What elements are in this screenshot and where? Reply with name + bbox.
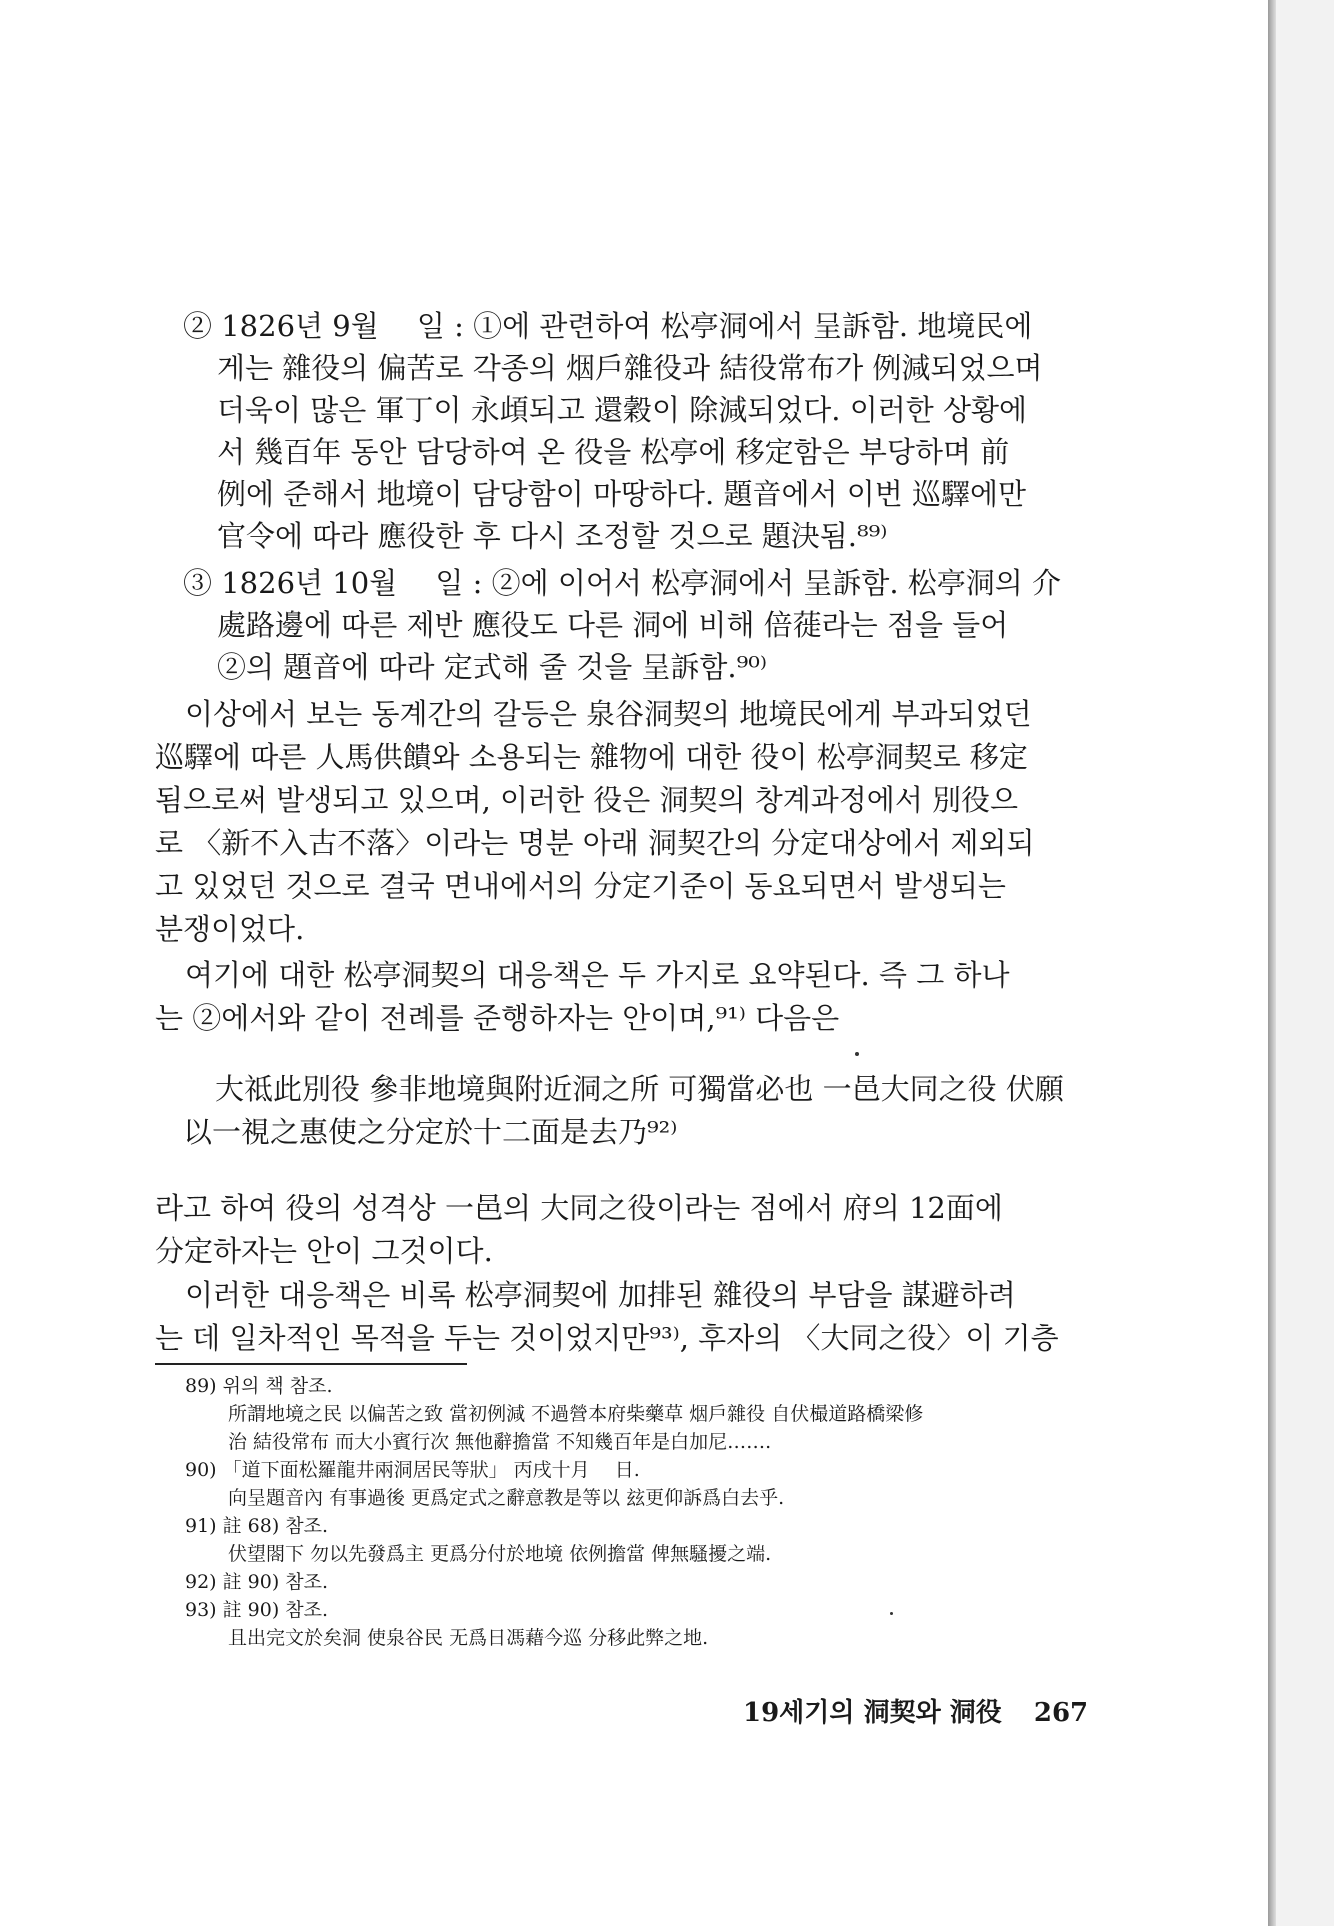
footnote-reference: 註 90) 참조. (222, 1599, 329, 1621)
text-line: 서 幾百年 동안 담당하여 온 役을 松亭에 移定함은 부당하며 前 (217, 435, 1010, 469)
footnote-reference: 註 90) 참조. (222, 1571, 329, 1593)
footnote-number: 89) (185, 1375, 217, 1397)
text-line: 더욱이 많은 軍丁이 永頉되고 還穀이 除減되었다. 이러한 상황에 (217, 393, 1027, 427)
text-line: 게는 雜役의 偏苦로 각종의 烟戶雜役과 結役常布가 例減되었으며 (217, 351, 1043, 385)
text-line: 는 데 일차적인 목적을 두는 것이었지만⁹³⁾, 후자의 〈大同之役〉이 기층 (155, 1321, 1059, 1355)
text-line: ② 1826년 9월 일 : ①에 관련하여 松亭洞에서 呈訴함. 地境民에 (183, 309, 1033, 343)
text-line: ②의 題音에 따라 定式해 줄 것을 呈訴함.⁹⁰⁾ (217, 650, 768, 684)
viewer-margin (1276, 0, 1334, 1926)
footnote-text: 伏望閤下 勿以先發爲主 更爲分付於地境 依例擔當 俾無騷擾之端. (228, 1543, 772, 1565)
quote-line: 以一視之惠使之分定於十二面是去乃⁹²⁾ (183, 1115, 678, 1149)
footnote-number: 92) (185, 1571, 217, 1593)
footnote-separator (155, 1363, 467, 1365)
running-title: 19세기의 洞契와 洞役 (743, 1698, 1002, 1728)
text-line: 處路邊에 따른 제반 應役도 다른 洞에 비해 倍蓰라는 점을 들어 (217, 608, 1009, 642)
text-line: 됨으로써 발생되고 있으며, 이러한 役은 洞契의 창계과정에서 別役으 (155, 783, 1019, 817)
quote-line: 大祗此別役 參非地境與附近洞之所 可獨當必也 一邑大同之役 伏願 (215, 1072, 1064, 1106)
footnote-text: 所謂地境之民 以偏苦之致 當初例減 不過營本府柴藥草 烟戶雜役 自伏樶道路橋梁修 (228, 1403, 924, 1425)
footnote-text: 向呈題音內 有事過後 更爲定式之辭意教是等以 玆更仰訴爲白去乎. (228, 1487, 785, 1509)
page-edge-shadow (1268, 0, 1276, 1926)
text-line: ③ 1826년 10월 일 : ②에 이어서 松亭洞에서 呈訴함. 松亭洞의 介 (183, 566, 1062, 600)
text-line: 이상에서 보는 동계간의 갈등은 泉谷洞契의 地境民에게 부과되었던 (185, 697, 1032, 731)
footnote-reference: 註 68) 참조. (222, 1515, 329, 1537)
footnote-number: 90) (185, 1459, 217, 1481)
text-line: 분쟁이었다. (155, 912, 305, 946)
footnote-89 (185, 1372, 333, 1400)
running-footer (743, 1692, 1088, 1729)
speck-mark (890, 1612, 893, 1615)
footnote-text: 且出完文於矣洞 使泉谷民 无爲日馮藉今巡 分移此弊之地. (228, 1627, 709, 1649)
text-line: 로 〈新不入古不落〉이라는 명분 아래 洞契간의 分定대상에서 제외되 (155, 826, 1035, 860)
text-line: 例에 준해서 地境이 담당함이 마땅하다. 題音에서 이번 巡驛에만 (217, 477, 1027, 511)
footnote-92 (185, 1568, 328, 1596)
footnote-93 (185, 1596, 328, 1624)
text-line: 이러한 대응책은 비록 松亭洞契에 加排된 雜役의 부담을 謀避하려 (185, 1278, 1016, 1312)
speck-mark (855, 1052, 859, 1056)
footnote-number: 91) (185, 1515, 217, 1537)
text-line: 는 ②에서와 같이 전례를 준행하자는 안이며,⁹¹⁾ 다음은 (155, 1001, 840, 1035)
footnote-number: 93) (185, 1599, 217, 1621)
text-line: 여기에 대한 松亭洞契의 대응책은 두 가지로 요약된다. 즉 그 하나 (185, 958, 1010, 992)
text-line: 分定하자는 안이 그것이다. (155, 1234, 493, 1268)
footnote-90 (185, 1456, 640, 1484)
text-line: 라고 하여 役의 성격상 一邑의 大同之役이라는 점에서 府의 12面에 (155, 1191, 1003, 1225)
text-line: 官令에 따라 應役한 후 다시 조정할 것으로 題決됨.⁸⁹⁾ (217, 519, 888, 553)
footnote-text: 治 結役常布 而大小賓行次 無他辭擔當 不知幾百年是白加尼……. (228, 1431, 772, 1453)
page-number: 267 (1033, 1698, 1089, 1728)
text-line: 巡驛에 따른 人馬供饋와 소용되는 雜物에 대한 役이 松亭洞契로 移定 (155, 740, 1028, 774)
footnote-91 (185, 1512, 328, 1540)
text-line: 고 있었던 것으로 결국 면내에서의 分定기준이 동요되면서 발생되는 (155, 869, 1006, 903)
footnote-reference: 「道下面松羅龍井兩洞居民等狀」 丙戌十月 日. (222, 1459, 640, 1481)
footnote-reference: 위의 책 참조. (222, 1375, 333, 1397)
